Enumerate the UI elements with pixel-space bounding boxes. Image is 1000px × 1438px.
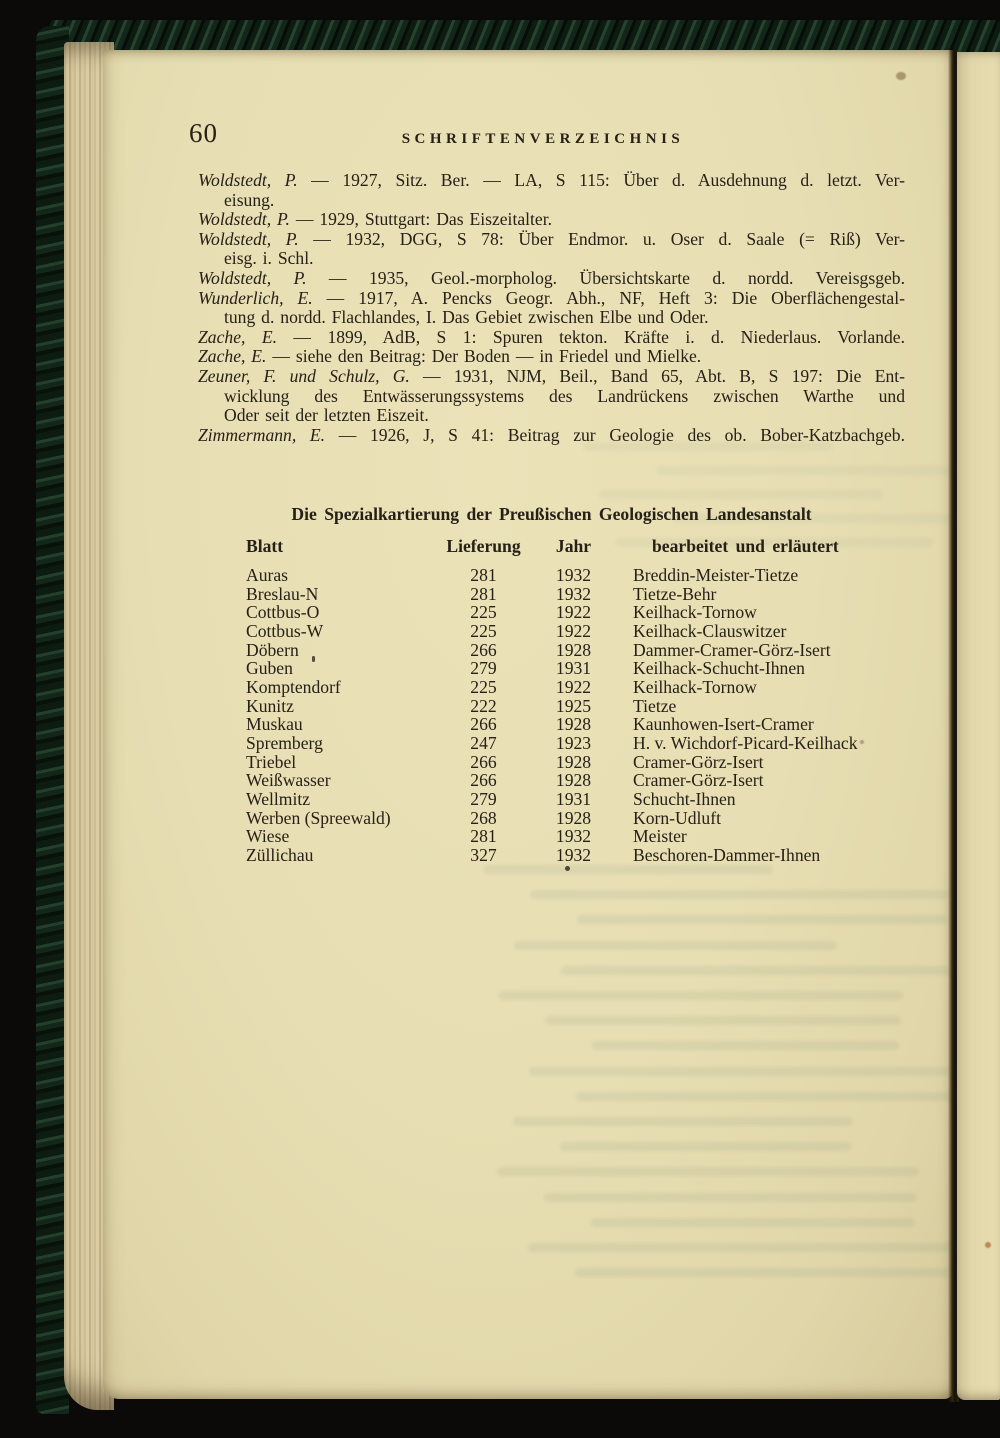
table-cell: Tietze-Behr xyxy=(633,583,717,604)
bib-author: Woldstedt, P. xyxy=(198,228,299,249)
table-row xyxy=(246,753,951,772)
table-cell: Keilhack-Tornow xyxy=(633,676,757,697)
table-cell: 266 xyxy=(470,751,497,772)
table-cell: 279 xyxy=(470,658,497,679)
table-cell: 281 xyxy=(470,826,497,847)
table-cell: Beschoren-Dammer-Ihnen xyxy=(633,844,821,865)
ghost-line xyxy=(498,991,903,1000)
book-cover-top-edge xyxy=(50,20,1000,53)
adjacent-page-edge xyxy=(957,52,1000,1400)
table-cell: 1922 xyxy=(555,620,592,641)
ghost-line xyxy=(544,1193,917,1202)
table-cell: 225 xyxy=(470,676,497,697)
table-cell: Züllichau xyxy=(246,844,314,865)
table-cell: Kunitz xyxy=(246,695,294,716)
table-cell: 1932 xyxy=(555,844,592,865)
bib-line: Zache, E. — 1899, AdB, S 1: Spuren tekton. Kräfte i. d. Niederlaus. Vorlande. xyxy=(198,326,905,347)
table-row xyxy=(246,715,951,734)
ghost-line xyxy=(575,1268,981,1277)
ghost-line xyxy=(497,1167,919,1176)
table-cell: Kaunhowen-Isert-Cramer xyxy=(633,714,814,735)
ghost-line xyxy=(514,941,837,950)
table-cell: 1932 xyxy=(555,565,592,585)
bib-line: Zache, E. — siehe den Beitrag: Der Boden — in Friedel und Mielke. xyxy=(198,346,702,367)
table-cell: Auras xyxy=(246,565,289,585)
table-cell: 327 xyxy=(470,844,497,865)
bib-author: Wunderlich, E. xyxy=(198,287,313,308)
table-cell: Spremberg xyxy=(246,732,323,753)
table-cell: 222 xyxy=(470,695,497,716)
bib-line: Zimmermann, E. — 1926, J, S 41: Beitrag zur Geologie des ob. Bober-Katzbachgeb. xyxy=(198,424,905,445)
bib-line: Woldstedt, P. — 1935, Geol.-morpholog. Übersichtskarte d. nordd. Vereisgsgeb. xyxy=(198,267,905,288)
bib-entry xyxy=(198,269,905,289)
table-column-header: Lieferung xyxy=(446,536,521,556)
ghost-line xyxy=(528,1243,983,1252)
table-cell: H. v. Wichdorf-Picard-Keilhack xyxy=(633,732,858,753)
table-cell: Wellmitz xyxy=(246,788,311,809)
bib-entry xyxy=(198,289,905,328)
table-cell: Tietze xyxy=(633,695,677,716)
table-row xyxy=(246,585,951,604)
bib-line: wicklung des Entwässerungssystems des Landrückens zwischen Warthe und xyxy=(224,385,905,406)
table-cell: Cramer-Görz-Isert xyxy=(633,751,764,772)
table-cell: 266 xyxy=(470,714,497,735)
page-number: 60 xyxy=(189,118,218,148)
table-cell: Korn-Udluft xyxy=(633,807,721,828)
ghost-line xyxy=(599,490,883,499)
table-row xyxy=(246,566,951,585)
table-cell: Döbern xyxy=(246,639,299,660)
ink-fleck xyxy=(312,656,315,662)
table-cell: Triebel xyxy=(246,751,297,772)
bib-entry xyxy=(198,367,905,426)
table-cell: Dammer-Cramer-Görz-Isert xyxy=(633,639,831,660)
ghost-line xyxy=(545,1016,901,1025)
bib-entry xyxy=(198,230,905,269)
table-cell: Wiese xyxy=(246,826,290,847)
table-cell: Keilhack-Schucht-Ihnen xyxy=(633,658,805,679)
table-cell: 225 xyxy=(470,602,497,623)
table-cell: Muskau xyxy=(246,714,303,735)
ghost-line xyxy=(577,915,949,924)
bib-entry xyxy=(198,426,905,446)
ghost-line xyxy=(483,865,773,874)
table-rows xyxy=(246,566,951,865)
book-page xyxy=(103,50,954,1399)
running-header: SCHRIFTENVERZEICHNIS xyxy=(401,131,685,147)
paper-fleck xyxy=(860,740,864,744)
ghost-line xyxy=(591,1218,915,1227)
ghost-line xyxy=(561,966,1000,975)
table-cell: Keilhack-Tornow xyxy=(633,602,757,623)
table-row xyxy=(246,734,951,753)
table-cell: 1932 xyxy=(555,826,592,847)
table-row xyxy=(246,809,951,828)
table-cell: 1922 xyxy=(555,602,592,623)
table-row xyxy=(246,641,951,660)
table-cell: Weißwasser xyxy=(246,770,331,791)
table-cell: 1928 xyxy=(555,807,592,828)
table-row xyxy=(246,771,951,790)
table-cell: 268 xyxy=(470,807,497,828)
table-row xyxy=(246,790,951,809)
table-row xyxy=(246,622,951,641)
table-cell: Cottbus-O xyxy=(246,602,320,623)
table-cell: Breslau-N xyxy=(246,583,319,604)
bibliography xyxy=(198,171,905,445)
bib-author: Zache, E. xyxy=(198,326,277,347)
table-cell: Schucht-Ihnen xyxy=(633,788,736,809)
ghost-line xyxy=(592,1041,899,1050)
bib-entry xyxy=(198,210,905,230)
table-cell: Guben xyxy=(246,658,293,679)
map-sheet-table xyxy=(246,536,951,865)
table-cell: 279 xyxy=(470,788,497,809)
bib-line: Woldstedt, P. — 1932, DGG, S 78: Über Endmor. u. Oser d. Saale (= Riß) Ver- xyxy=(198,228,905,249)
table-cell: 1928 xyxy=(555,639,592,660)
table-cell: 266 xyxy=(470,770,497,791)
ghost-line xyxy=(529,1067,967,1076)
bib-entry xyxy=(198,347,905,367)
table-cell: 281 xyxy=(470,583,497,604)
table-column-header: bearbeitet und erläutert xyxy=(652,536,839,556)
table-row xyxy=(246,659,951,678)
bib-author: Woldstedt, P. xyxy=(198,209,290,230)
table-cell: 1922 xyxy=(555,676,592,697)
ink-fleck xyxy=(565,866,570,871)
table-cell: 1923 xyxy=(555,732,592,753)
table-title: Die Spezialkartierung der Preußischen Geologischen Landesanstalt xyxy=(291,504,812,524)
table-cell: Keilhack-Clauswitzer xyxy=(633,620,787,641)
ghost-line xyxy=(530,890,951,899)
bib-author: Woldstedt, P. xyxy=(198,170,298,190)
bib-line: Woldstedt, P. — 1929, Stuttgart: Das Eiszeitalter. xyxy=(198,209,553,230)
table-column-header: Jahr xyxy=(555,536,592,556)
table-cell: Werben (Spreewald) xyxy=(246,807,391,828)
table-cell: 1932 xyxy=(555,583,592,604)
table-cell: Breddin-Meister-Tietze xyxy=(633,565,799,585)
table-cell: 1925 xyxy=(555,695,592,716)
table-row xyxy=(246,603,951,622)
ghost-line xyxy=(576,1092,965,1101)
bib-author: Zimmermann, E. xyxy=(198,424,326,445)
bib-line: Oder seit der letzten Eiszeit. xyxy=(224,405,429,426)
table-row xyxy=(246,846,951,865)
table-cell: 1931 xyxy=(555,658,592,679)
bib-line: Woldstedt, P. — 1927, Sitz. Ber. — LA, S 115: Über d. Ausdehnung d. letzt. Ver- xyxy=(198,170,905,190)
table-cell: Cottbus-W xyxy=(246,620,324,641)
bib-line: Wunderlich, E. — 1917, A. Pencks Geogr. Abh., NF, Heft 3: Die Oberflächengestal- xyxy=(198,287,905,308)
table-row xyxy=(246,827,951,846)
bib-line: tung d. nordd. Flachlandes, I. Das Gebiet zwischen Elbe und Oder. xyxy=(224,307,709,328)
ghost-line xyxy=(560,1142,851,1151)
bib-entry xyxy=(198,171,905,210)
table-cell: Komptendorf xyxy=(246,676,341,697)
bib-author: Woldstedt, P. xyxy=(198,267,307,288)
table-cell: 1928 xyxy=(555,714,592,735)
bib-line: Zeuner, F. und Schulz, G. — 1931, NJM, Beil., Band 65, Abt. B, S 197: Die Ent- xyxy=(198,365,905,386)
bib-entry xyxy=(198,328,905,348)
table-cell: 1931 xyxy=(555,788,592,809)
table-cell: Cramer-Görz-Isert xyxy=(633,770,764,791)
table-header-row xyxy=(246,536,951,556)
table-column-header: Blatt xyxy=(246,536,284,556)
table-cell: 1928 xyxy=(555,770,592,791)
bib-line: eisung. xyxy=(224,189,275,210)
table-cell: 281 xyxy=(470,565,497,585)
table-row xyxy=(246,678,951,697)
table-cell: 1928 xyxy=(555,751,592,772)
table-cell: 266 xyxy=(470,639,497,660)
ghost-line xyxy=(513,1117,853,1126)
bib-line: eisg. i. Schl. xyxy=(224,248,314,269)
table-cell: 247 xyxy=(470,732,497,753)
paper-stain xyxy=(896,72,906,80)
bib-author: Zache, E. xyxy=(198,346,267,367)
paper-stain xyxy=(985,1242,991,1248)
bib-author: Zeuner, F. und Schulz, G. xyxy=(198,365,410,386)
table-row xyxy=(246,697,951,716)
table-cell: 225 xyxy=(470,620,497,641)
table-cell: Meister xyxy=(633,826,687,847)
